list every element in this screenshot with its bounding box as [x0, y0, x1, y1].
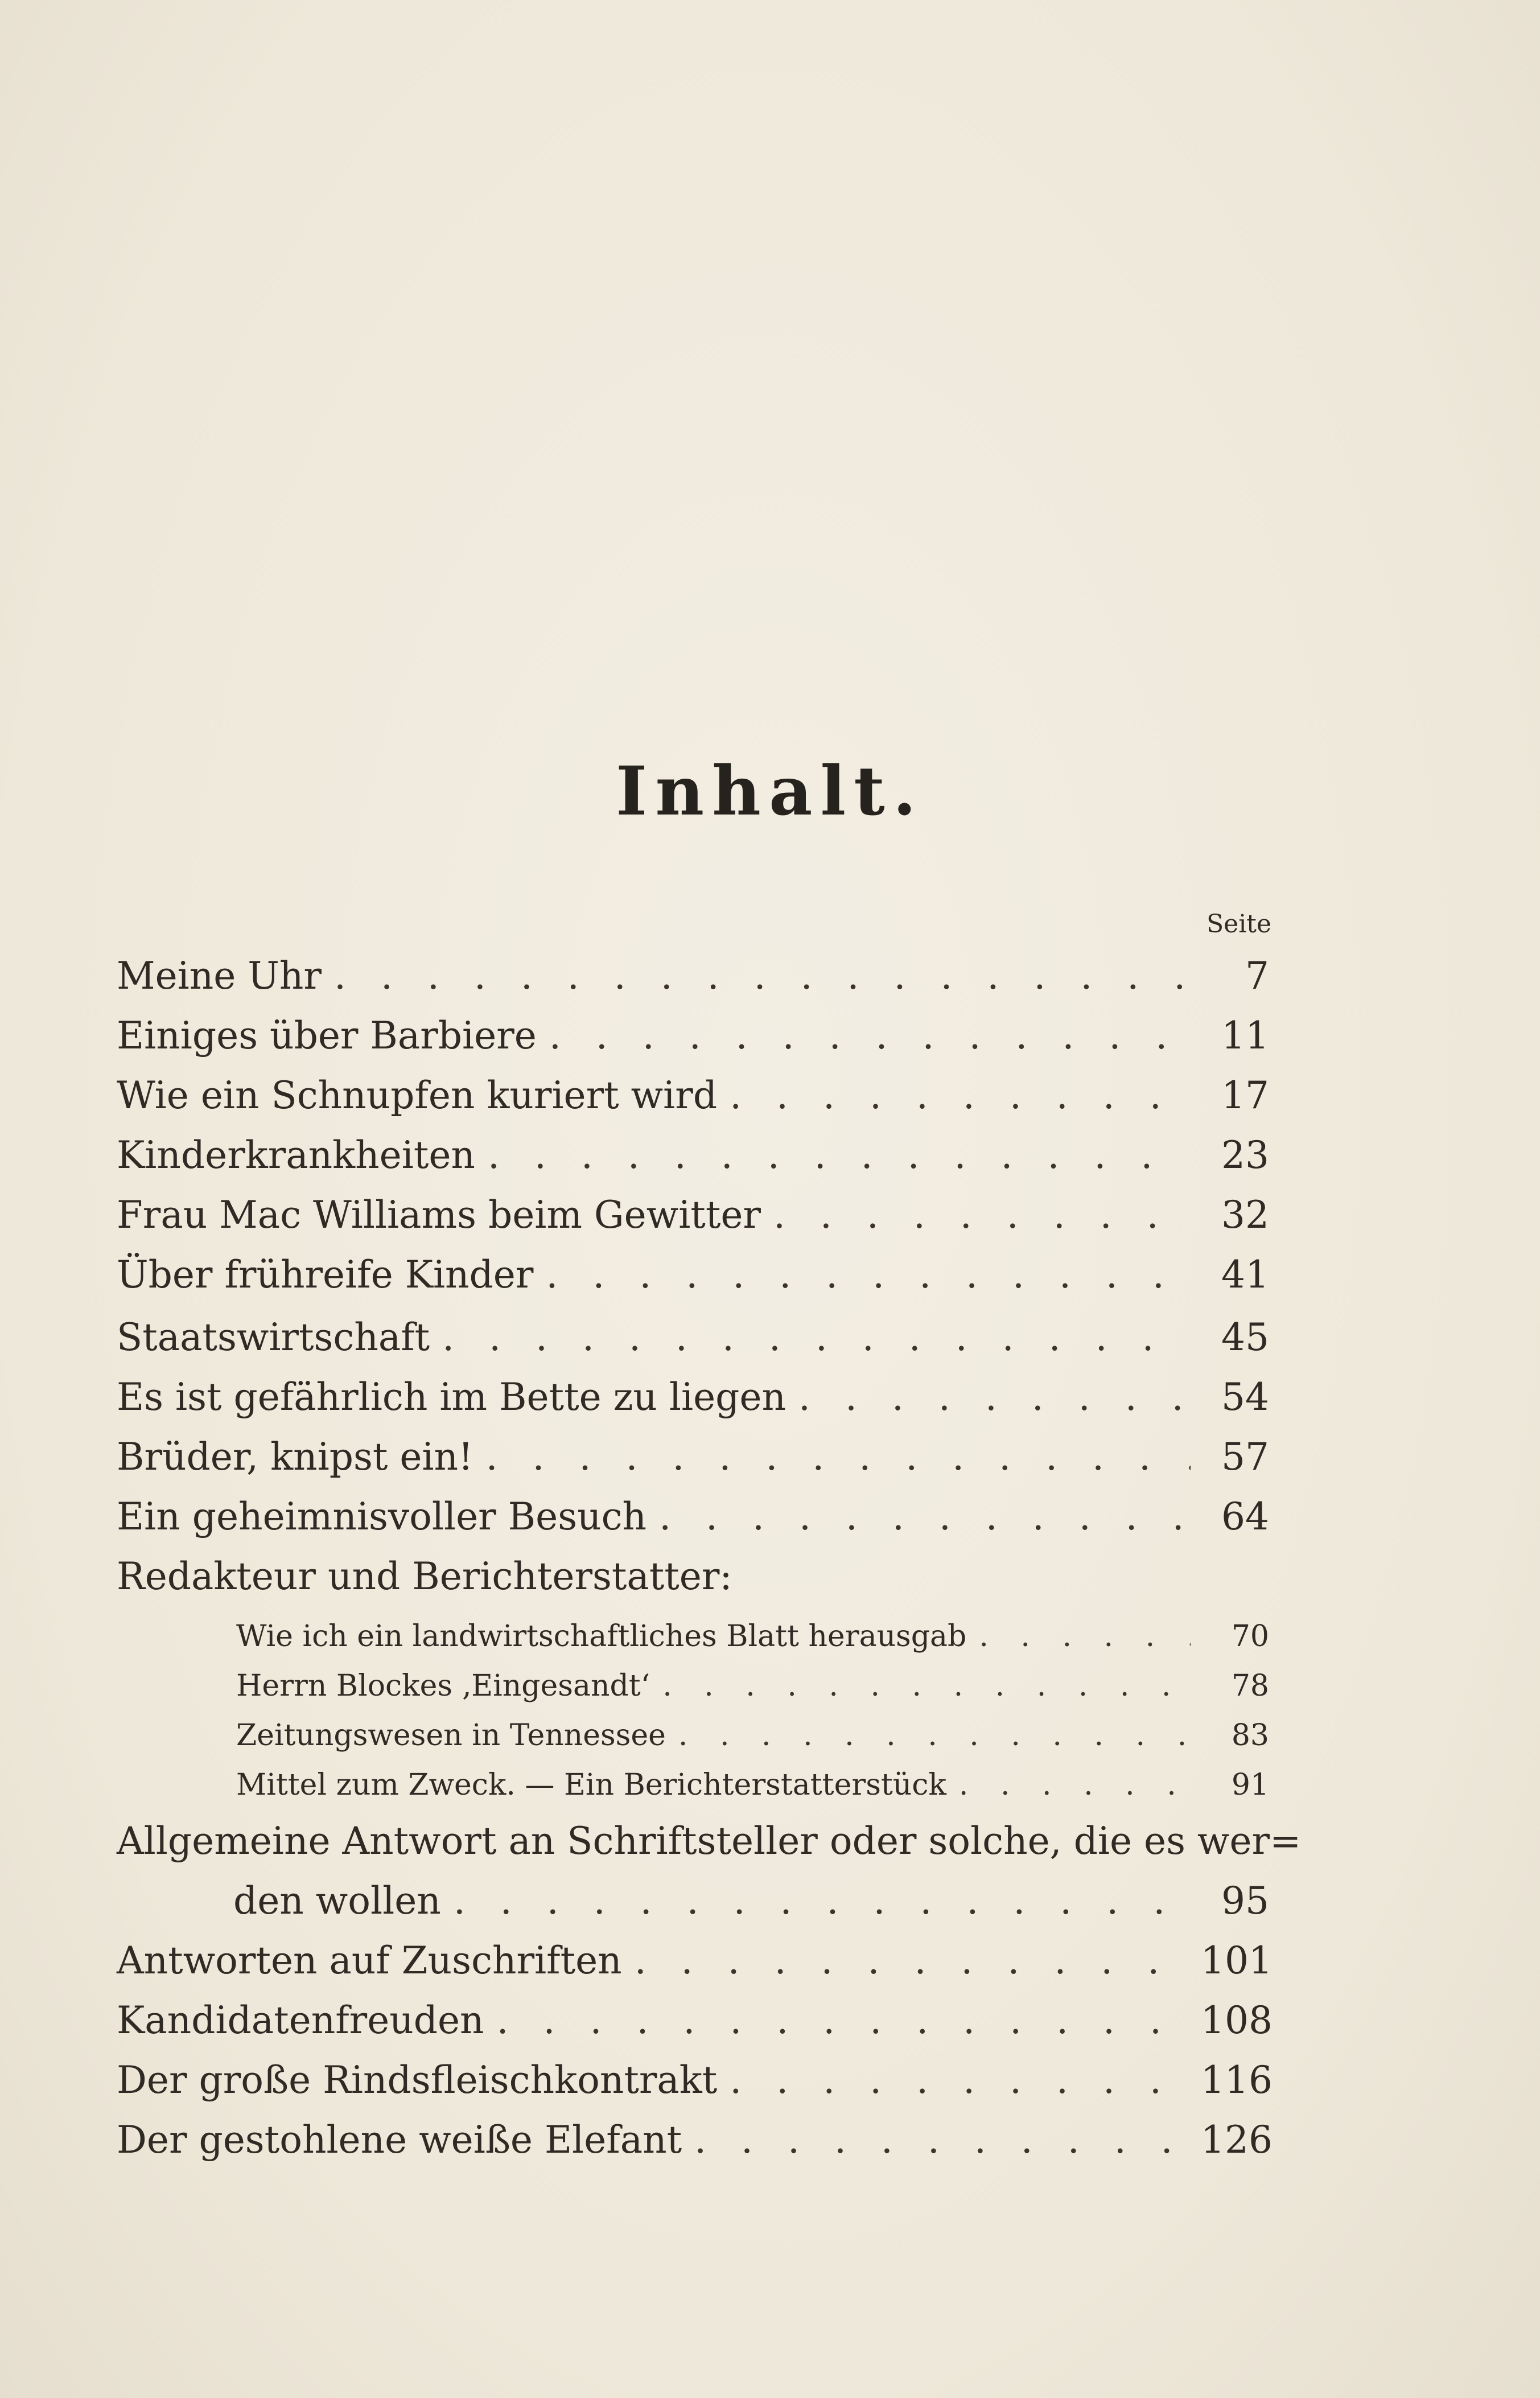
dot-leader	[773, 1192, 1191, 1238]
toc-entry-page: 91	[1231, 1768, 1269, 1802]
toc-entry-title: Redakteur und Berichterstatter:	[117, 1554, 732, 1598]
toc-entry-title: Einiges über Barbiere	[117, 1014, 537, 1058]
toc-entry-page: 7	[1245, 954, 1269, 998]
toc-entry-title: Ein geheimnisvoller Besuch	[117, 1495, 647, 1539]
dot-leader	[694, 2117, 1191, 2163]
toc-entry-page: 108	[1201, 1998, 1273, 2042]
toc-entry-title: den wollen	[233, 1879, 441, 1923]
toc-entry	[117, 1073, 1269, 1118]
toc-entry-page: 54	[1221, 1375, 1269, 1419]
toc-entry-title: Meine Uhr	[117, 954, 322, 998]
toc-entry-title: Wie ich ein landwirtschaftliches Blatt herausgab	[236, 1619, 967, 1653]
toc-entry	[117, 1375, 1269, 1420]
dot-leader	[497, 1998, 1191, 2043]
toc-entry-title: Antworten auf Zuschriften	[117, 1939, 622, 1982]
dot-leader	[334, 953, 1191, 999]
toc-entry	[117, 1494, 1269, 1540]
toc-entry-title: Mittel zum Zweck. — Ein Berichterstatterstück	[236, 1768, 946, 1802]
toc-sub-entry	[117, 1614, 1269, 1659]
dot-leader	[979, 1614, 1191, 1659]
toc-entry	[117, 1315, 1269, 1360]
dot-leader	[635, 1938, 1191, 1984]
toc-entry-title: Es ist gefährlich im Bette zu liegen	[117, 1375, 786, 1419]
toc-entry-title: Kandidatenfreuden	[117, 1998, 484, 2042]
toc-section-heading	[117, 1554, 1269, 1599]
dot-leader	[486, 1434, 1191, 1480]
toc-entry-page: 70	[1231, 1619, 1269, 1653]
toc-entry-page: 83	[1231, 1718, 1269, 1753]
dot-leader	[454, 1878, 1191, 1924]
toc-entry	[117, 2117, 1273, 2163]
toc-entry-title: Brüder, knipst ein!	[117, 1435, 473, 1479]
toc-entry	[117, 1192, 1269, 1238]
toc-entry-page: 101	[1201, 1939, 1273, 1982]
toc-sub-entry	[117, 1713, 1269, 1758]
toc-entry	[117, 1998, 1273, 2043]
dot-leader	[659, 1494, 1191, 1540]
dot-leader	[798, 1375, 1191, 1420]
toc-entry-title: Der gestohlene weiße Elefant	[117, 2118, 682, 2162]
dot-leader	[488, 1133, 1191, 1178]
dot-leader	[678, 1713, 1191, 1758]
toc-entry	[117, 953, 1269, 999]
dot-leader	[959, 1762, 1191, 1808]
dot-leader	[442, 1315, 1191, 1360]
toc-entry-page: 116	[1201, 2058, 1273, 2102]
toc-entry	[117, 1434, 1269, 1480]
toc-long-entry-line: Allgemeine Antwort an Schriftsteller oder solche, die es wer=	[117, 1819, 1302, 1863]
page-column-label: Seite	[1207, 910, 1271, 939]
toc-entry-title: Frau Mac Williams beim Gewitter	[117, 1193, 761, 1237]
toc-entry-title: Über frühreife Kinder	[117, 1253, 534, 1297]
toc-entry-title: Herrn Blockes ‚Eingesandt‘	[236, 1669, 650, 1703]
toc-entry-page: 78	[1231, 1669, 1269, 1703]
dot-leader	[730, 1073, 1191, 1118]
toc-long-entry	[117, 1878, 1269, 1924]
toc-entry-page: 41	[1221, 1253, 1269, 1297]
toc-entry	[117, 1938, 1273, 1984]
dot-leader	[549, 1013, 1191, 1059]
toc-entry-page: 11	[1221, 1014, 1269, 1058]
toc-entry-page: 95	[1221, 1879, 1269, 1923]
toc-entry-title: Kinderkrankheiten	[117, 1133, 475, 1177]
dot-leader	[546, 1252, 1191, 1298]
toc-entry-page: 23	[1221, 1133, 1269, 1177]
toc-entry-page: 45	[1221, 1315, 1269, 1359]
toc-entry-title: Staatswirtschaft	[117, 1315, 430, 1359]
toc-entry-title: Zeitungswesen in Tennessee	[236, 1718, 666, 1753]
toc-sub-entry	[117, 1762, 1269, 1808]
toc-sub-entry	[117, 1663, 1269, 1709]
page-title: Inhalt.	[616, 751, 924, 830]
dot-leader	[662, 1663, 1191, 1709]
toc-entry-page: 32	[1221, 1193, 1269, 1237]
toc-entry-page: 57	[1221, 1435, 1269, 1479]
toc-entry-title: Wie ein Schnupfen kuriert wird	[117, 1073, 718, 1117]
toc-entry-page: 64	[1221, 1495, 1269, 1539]
dot-leader	[730, 2058, 1191, 2103]
toc-entry-title: Der große Rindsfleischkontrakt	[117, 2058, 718, 2102]
toc-entry	[117, 1133, 1269, 1178]
toc-entry	[117, 2058, 1273, 2103]
toc-entry-page: 17	[1221, 1073, 1269, 1117]
toc-entry	[117, 1013, 1269, 1059]
toc-entry-page: 126	[1201, 2118, 1273, 2162]
toc-entry	[117, 1252, 1269, 1298]
